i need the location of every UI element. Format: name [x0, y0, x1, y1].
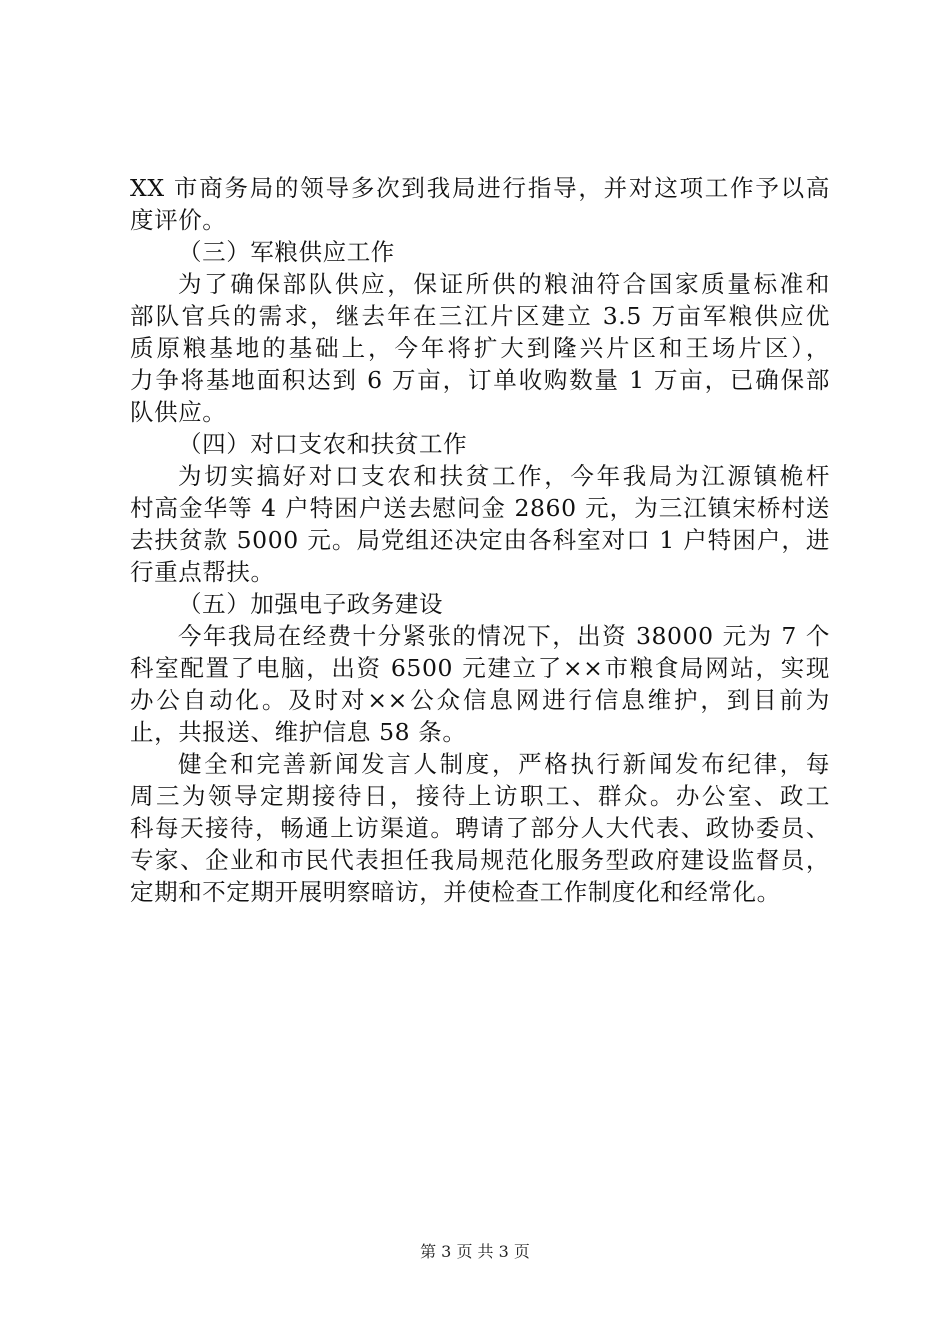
paragraph-line: 办公自动化。及时对××公众信息网进行信息维护，到目前为 — [130, 686, 830, 714]
paragraph-line: 周三为领导定期接待日，接待上访职工、群众。办公室、政工 — [130, 782, 830, 810]
page-number-footer: 第 3 页 共 3 页 — [420, 1242, 530, 1261]
section-heading-3: （三）军粮供应工作 — [178, 238, 395, 266]
paragraph-line: 去扶贫款 5000 元。局党组还决定由各科室对口 1 户特困户，进 — [130, 526, 830, 554]
paragraph-line: 为切实搞好对口支农和扶贫工作，今年我局为江源镇桅杆 — [178, 462, 830, 490]
paragraph-line: 质原粮基地的基础上，今年将扩大到隆兴片区和王场片区）， — [130, 334, 830, 362]
paragraph-line: 健全和完善新闻发言人制度，严格执行新闻发布纪律，每 — [178, 750, 830, 778]
paragraph-line: 部队官兵的需求，继去年在三江片区建立 3.5 万亩军粮供应优 — [130, 302, 830, 330]
section-heading-4: （四）对口支农和扶贫工作 — [178, 430, 468, 458]
paragraph-line: XX 市商务局的领导多次到我局进行指导，并对这项工作予以高 — [130, 174, 830, 202]
paragraph-line: 力争将基地面积达到 6 万亩，订单收购数量 1 万亩，已确保部 — [130, 366, 830, 394]
paragraph-line: 科室配置了电脑，出资 6500 元建立了××市粮食局网站，实现 — [130, 654, 830, 682]
paragraph-line: 定期和不定期开展明察暗访，并使检查工作制度化和经常化。 — [130, 878, 781, 906]
paragraph-line: 为了确保部队供应，保证所供的粮油符合国家质量标准和 — [178, 270, 830, 298]
paragraph-line: 行重点帮扶。 — [130, 558, 275, 586]
paragraph-line: 村高金华等 4 户特困户送去慰问金 2860 元，为三江镇宋桥村送 — [130, 494, 830, 522]
paragraph-line: 止，共报送、维护信息 58 条。 — [130, 718, 467, 746]
document-body — [130, 172, 830, 908]
section-heading-5: （五）加强电子政务建设 — [178, 590, 444, 618]
paragraph-line: 度评价。 — [130, 206, 227, 234]
paragraph-line: 队供应。 — [130, 398, 227, 426]
paragraph-line: 科每天接待，畅通上访渠道。聘请了部分人大代表、政协委员、 — [130, 814, 830, 842]
paragraph-line: 今年我局在经费十分紧张的情况下，出资 38000 元为 7 个 — [178, 622, 830, 650]
paragraph-line: 专家、企业和市民代表担任我局规范化服务型政府建设监督员， — [130, 846, 830, 874]
